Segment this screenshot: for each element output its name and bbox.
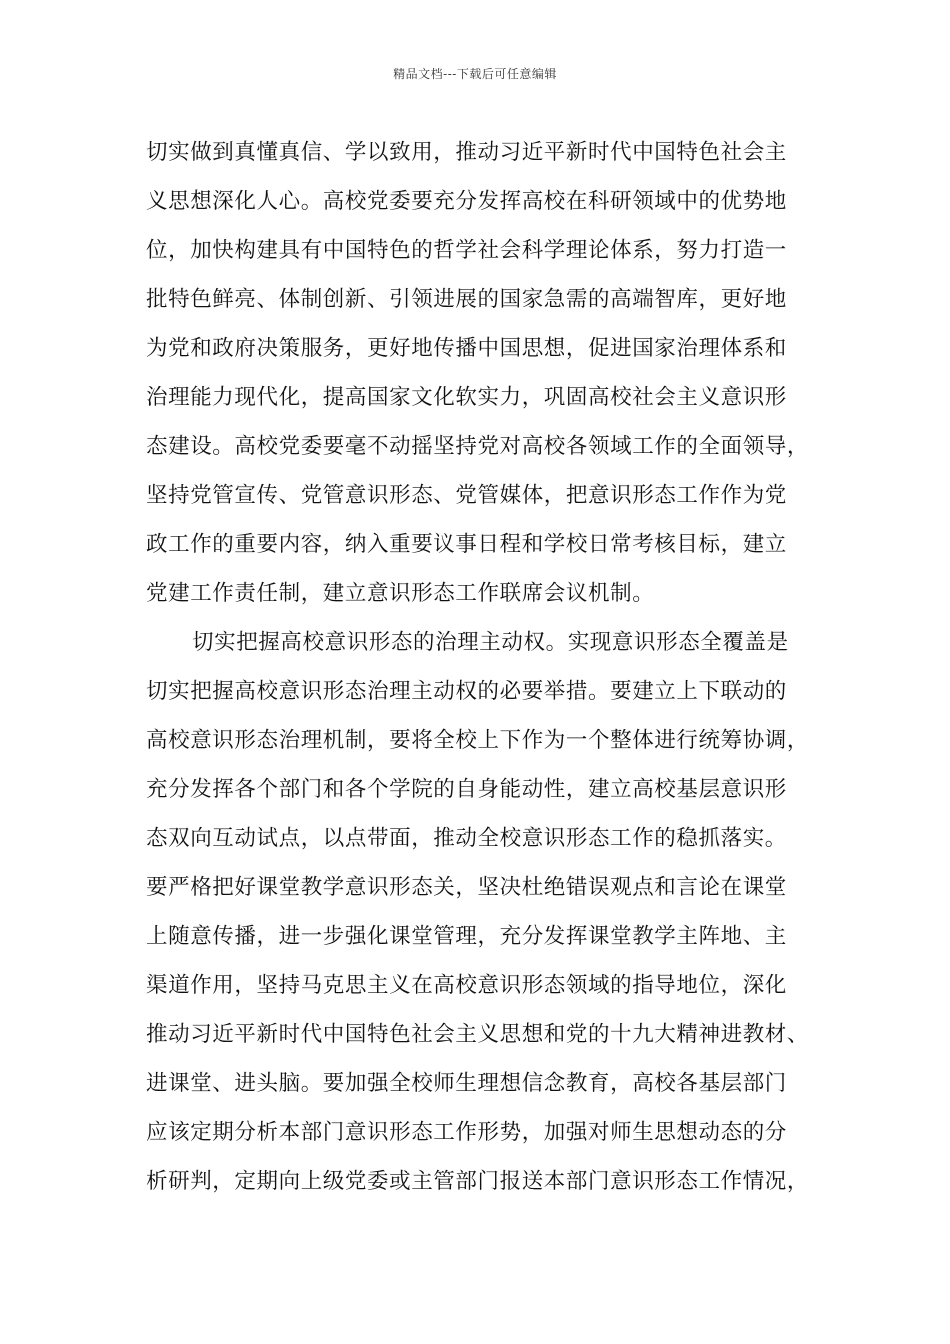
paragraph-line: 上随意传播，进一步强化课堂管理，充分发挥课堂教学主阵地、主 (146, 924, 787, 949)
paragraph-line: 治理能力现代化，提高国家文化软实力，巩固高校社会主义意识形 (146, 385, 787, 410)
paragraph-line: 切实把握高校意识形态的治理主动权。实现意识形态全覆盖是 (192, 630, 789, 655)
paragraph-line: 政工作的重要内容，纳入重要议事日程和学校日常考核目标，建立 (146, 532, 787, 557)
paragraph-2 (146, 618, 836, 1206)
paragraph-line: 进课堂、进头脑。要加强全校师生理想信念教育，高校各基层部门 (146, 1071, 787, 1096)
paragraph-line: 切实把握高校意识形态治理主动权的必要举措。要建立上下联动的 (146, 679, 787, 704)
paragraph-line: 党建工作责任制，建立意识形态工作联席会议机制。 (146, 581, 655, 606)
paragraph-line: 要严格把好课堂教学意识形态关，坚决杜绝错误观点和言论在课堂 (146, 875, 787, 900)
paragraph-line: 为党和政府决策服务，更好地传播中国思想，促进国家治理体系和 (146, 336, 787, 361)
paragraph-line: 批特色鲜亮、体制创新、引领进展的国家急需的高端智库，更好地 (146, 287, 787, 312)
paragraph-1 (146, 128, 836, 618)
paragraph-line: 位，加快构建具有中国特色的哲学社会科学理论体系，努力打造一 (146, 238, 787, 263)
paragraph-line: 态建设。高校党委要毫不动摇坚持党对高校各领域工作的全面领导， (146, 434, 810, 459)
paragraph-line: 应该定期分析本部门意识形态工作形势，加强对师生思想动态的分 (146, 1120, 787, 1145)
page-header: 精品文档---下载后可任意编辑 (393, 67, 557, 81)
paragraph-line: 充分发挥各个部门和各个学院的自身能动性，建立高校基层意识形 (146, 777, 787, 802)
paragraph-line: 切实做到真懂真信、学以致用，推动习近平新时代中国特色社会主 (146, 140, 787, 165)
paragraph-line: 坚持党管宣传、党管意识形态、党管媒体，把意识形态工作作为党 (146, 483, 787, 508)
paragraph-line: 高校意识形态治理机制，要将全校上下作为一个整体进行统筹协调， (146, 728, 810, 753)
paragraph-line: 义思想深化人心。高校党委要充分发挥高校在科研领域中的优势地 (146, 189, 787, 214)
document-body (146, 128, 836, 1206)
paragraph-line: 渠道作用，坚持马克思主义在高校意识形态领域的指导地位，深化 (146, 973, 787, 998)
paragraph-line: 析研判，定期向上级党委或主管部门报送本部门意识形态工作情况， (146, 1169, 810, 1194)
paragraph-line: 态双向互动试点，以点带面，推动全校意识形态工作的稳抓落实。 (146, 826, 787, 851)
paragraph-line: 推动习近平新时代中国特色社会主义思想和党的十九大精神进教材、 (146, 1022, 810, 1047)
